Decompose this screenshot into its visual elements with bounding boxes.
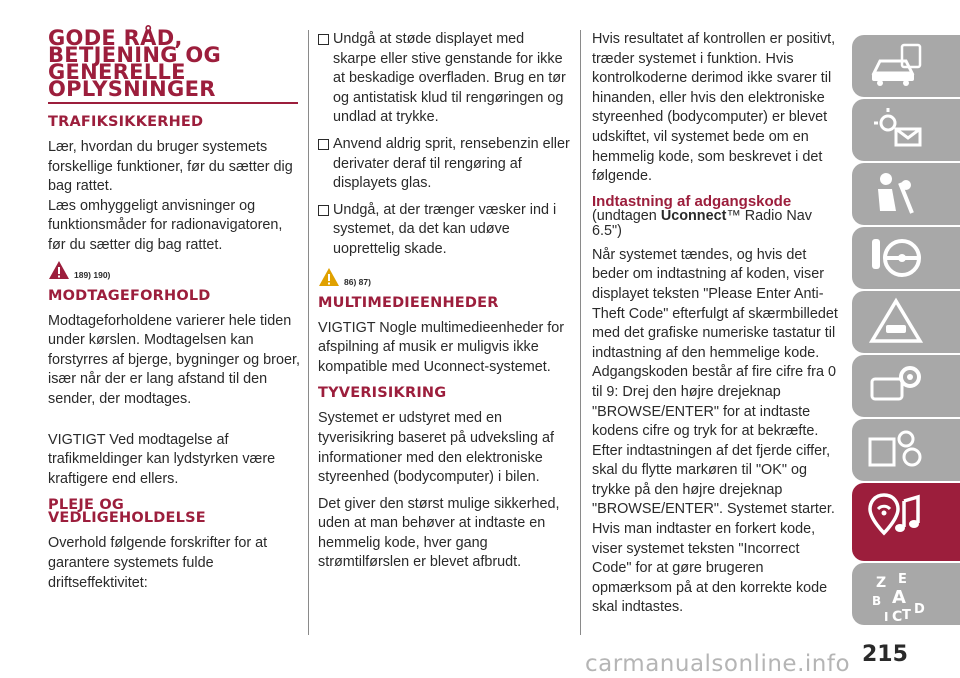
- section-title-line: VEDLIGEHOLDELSE: [48, 510, 206, 527]
- svg-text:D: D: [914, 602, 925, 617]
- paragraph: Hvis man indtaster en forkert kode, viser systemet teksten "Incorrect Code" for at gøre brugeren opmærksom på at den korrekte kode skal indtastes.: [592, 521, 828, 616]
- chapter-title-line: GODE RÅD,: [48, 26, 183, 50]
- bullet-text: Undgå, at der trænger væsker ind i systemet, da det kan udøve uoprettelig skade.: [333, 201, 557, 257]
- note-text: (undtagen: [592, 207, 661, 224]
- tab-warning-lights[interactable]: [852, 99, 960, 161]
- bullet-item: [318, 30, 570, 128]
- chapter-title-line: OPLYSNINGER: [48, 77, 216, 101]
- index-icon: [866, 569, 936, 625]
- subsection-title: Indtastning af adgangskode: [592, 192, 792, 210]
- car-info-icon: [866, 41, 926, 91]
- watermark: carmanualsonline.info: [585, 651, 851, 677]
- section-title-modtageforhold: MODTAGEFORHOLD: [48, 287, 211, 304]
- warning-triangle-icon: [48, 260, 70, 280]
- tab-breakdown[interactable]: [852, 291, 960, 353]
- checkbox-bullet-icon: [318, 205, 329, 216]
- svg-text:C: C: [892, 609, 903, 625]
- column-3: [592, 30, 840, 618]
- svg-text:Z: Z: [876, 575, 887, 591]
- section-title-trafiksikkerhed: TRAFIKSIKKERHED: [48, 114, 204, 130]
- tab-car-info[interactable]: [852, 35, 960, 97]
- caution-reference: [318, 267, 570, 287]
- bullet-text: Anvend aldrig sprit, rensebenzin eller derivater deraf til rengøring af displayets glas.: [333, 135, 570, 192]
- paragraph: VIGTIGT Ved modtagelse af trafikmeldinger kan lydstyrken være kraftigere end ellers.: [48, 431, 276, 487]
- caution-ref-numbers: 86) 87): [344, 276, 371, 287]
- note-text: ™ Radio Nav 6.5"): [592, 207, 812, 239]
- column-divider: [308, 30, 309, 635]
- caution-triangle-icon: [318, 267, 340, 287]
- warning-reference: [48, 260, 300, 280]
- bullet-text: Undgå at støde displayet med skarpe eller stive genstande for ikke at beskadige overfladen. Brug en tør og antistatisk klud til rengøringen og undlad at trykke.: [333, 31, 566, 126]
- tab-driving[interactable]: [852, 227, 960, 289]
- column-divider: [580, 30, 581, 635]
- paragraph: Læs omhyggeligt anvisninger og funktionsmåder for radionavigatoren, før du sætter dig bag rattet.: [48, 197, 283, 253]
- warning-lights-icon: [866, 105, 926, 155]
- svg-text:T: T: [902, 608, 911, 623]
- maintenance-icon: [866, 361, 926, 411]
- breakdown-icon: [866, 297, 926, 347]
- brand-name: Uconnect: [660, 207, 727, 224]
- bullet-item: [318, 135, 570, 194]
- subsection-note: [592, 209, 840, 239]
- paragraph: Det giver den størst mulige sikkerhed, uden at man behøver at indtaste en hemmelig kode, hver gang strømtilførslen er blevet afbrudt.: [318, 495, 560, 571]
- section-title-pleje: [48, 499, 300, 525]
- checkbox-bullet-icon: [318, 139, 329, 150]
- section-title-tyverisikring: TYVERISIKRING: [318, 385, 447, 402]
- tab-index[interactable]: [852, 563, 960, 625]
- tab-technical-data[interactable]: [852, 419, 960, 481]
- paragraph: Modtageforholdene varierer hele tiden under kørslen. Modtagelsen kan forstyrres af bjerge, bygninger og broer, især når der er lang afstand til den sender, der modtages.: [48, 312, 300, 407]
- tab-multimedia[interactable]: [852, 483, 960, 561]
- safety-seat-icon: [866, 169, 926, 219]
- chapter-title: [48, 26, 300, 101]
- column-2: [318, 30, 570, 580]
- warning-ref-numbers: 189) 190): [74, 269, 111, 280]
- paragraph: Når systemet tændes, og hvis det beder om indtastning af koden, viser displayet teksten "Please Enter Anti-Theft Code" efterfulgt af skærmbilledet med det grafiske numeriske tastatur til indtastning af den hemmelige kode.: [592, 246, 838, 361]
- svg-text:B: B: [872, 594, 882, 608]
- bullet-item: [318, 201, 570, 260]
- svg-text:I: I: [884, 610, 889, 624]
- section-title-line: PLEJE OG: [48, 497, 124, 514]
- svg-text:E: E: [898, 572, 907, 587]
- column-1: [48, 26, 300, 600]
- steering-wheel-icon: [866, 233, 926, 283]
- paragraph: VIGTIGT Nogle multimedieenheder for afspilning af musik er muligvis ikke kompatible med Uconnect-systemet.: [318, 319, 565, 375]
- paragraph: Efter indtastningen af det fjerde ciffer, skal du flytte markøren til "OK" og trykke på den højre drejeknap "BROWSE/ENTER". Systemet starter.: [592, 442, 835, 518]
- paragraph: Hvis resultatet af kontrollen er positivt, træder systemet i funktion. Hvis kontrolkoderne derimod ikke svarer til hinanden, eller hvis den elektroniske styreenhed (bodycomputer) er blevet udskiftet, vil systemet bede om en hemmelig kode, som beskrevet i det følgende.: [592, 31, 836, 185]
- svg-text:A: A: [892, 587, 906, 608]
- paragraph: Lær, hvordan du bruger systemets forskellige funktioner, før du sætter dig bag rattet.: [48, 139, 293, 195]
- checkbox-bullet-icon: [318, 34, 329, 45]
- spacer: [48, 417, 300, 431]
- tab-maintenance[interactable]: [852, 355, 960, 417]
- title-rule: [48, 102, 298, 104]
- tab-safety[interactable]: [852, 163, 960, 225]
- page-number: 215: [862, 642, 908, 667]
- paragraph: Systemet er udstyret med en tyverisikring baseret på udveksling af informationer med den elektroniske styreenhed (bodycomputer) i bilen.: [318, 410, 554, 486]
- technical-data-icon: [866, 425, 926, 475]
- section-title-multimedieenheder: MULTIMEDIEENHEDER: [318, 294, 499, 311]
- chapter-title-line: BETJENING OG: [48, 43, 222, 67]
- chapter-title-line: GENERELLE: [48, 60, 186, 84]
- paragraph: Overhold følgende forskrifter for at garantere systemets fulde driftseffektivitet:: [48, 535, 268, 591]
- multimedia-icon: [866, 489, 926, 549]
- paragraph: Adgangskoden består af fire cifre fra 0 til 9: Drej den højre drejeknap "BROWSE/ENTER" for at indtaste kodens cifre og tryk for at bekræfte.: [592, 364, 836, 440]
